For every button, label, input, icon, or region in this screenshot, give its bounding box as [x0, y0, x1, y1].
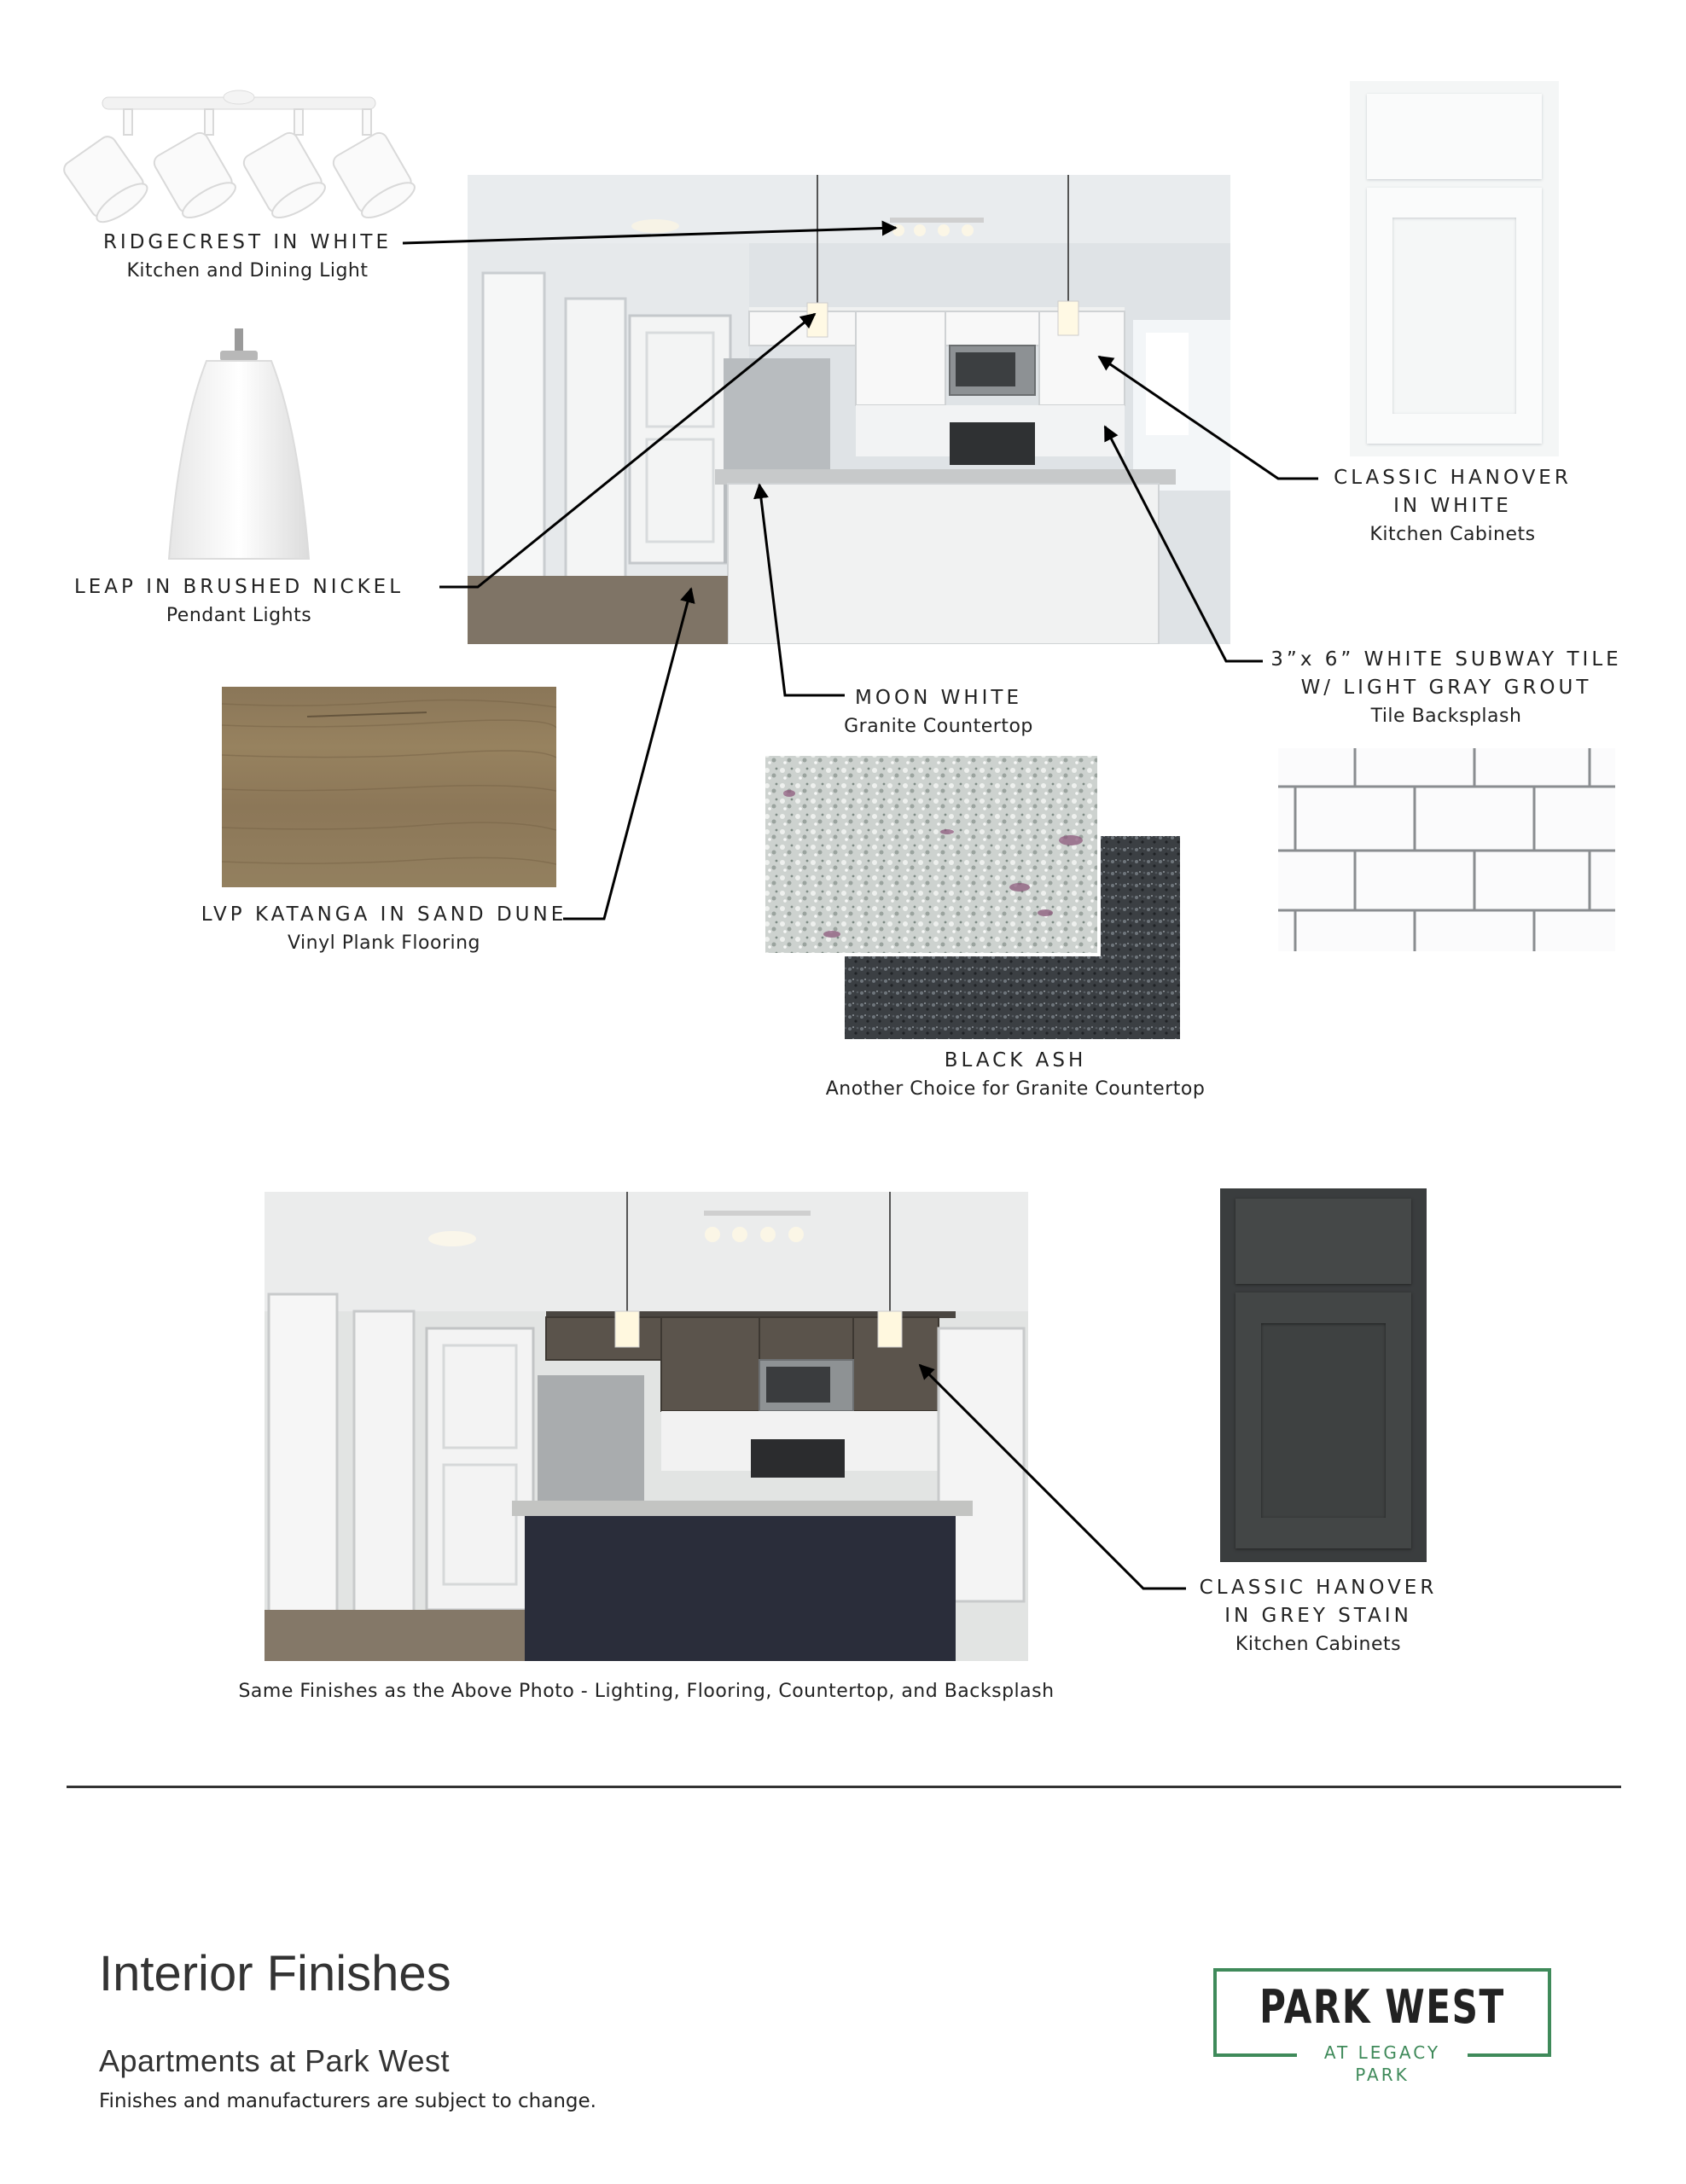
black-ash-title: BLACK ASH — [944, 1049, 1087, 1072]
grey-cabinet-subtitle: Kitchen Cabinets — [1235, 1634, 1402, 1655]
lvp-flooring-title: LVP KATANGA IN SAND DUNE — [201, 903, 567, 926]
backsplash-subtitle: Tile Backsplash — [1370, 706, 1522, 727]
logo-name: PARK WEST — [1259, 1980, 1505, 2034]
page-title: Interior Finishes — [99, 1946, 451, 2001]
grey-cabinet-title-line2: IN GREY STAIN — [1224, 1605, 1412, 1627]
grey-cabinet-title-line1: CLASSIC HANOVER — [1199, 1577, 1438, 1599]
backsplash-title-line1: 3”x 6” WHITE SUBWAY TILE — [1270, 648, 1622, 671]
bottom-photo-caption-text: Same Finishes as the Above Photo - Lighting, Flooring, Countertop, and Backsplash — [238, 1681, 1055, 1702]
footer-divider — [67, 1786, 1621, 1788]
disclaimer-note: Finishes and manufacturers are subject to change. — [99, 2090, 596, 2112]
white-cabinet-subtitle: Kitchen Cabinets — [1369, 524, 1536, 545]
black-ash-subtitle: Another Choice for Granite Countertop — [825, 1078, 1206, 1100]
logo-tagline: AT LEGACY PARK — [1297, 2042, 1468, 2086]
leap-pendant-subtitle: Pendant Lights — [166, 605, 312, 626]
moon-white-subtitle: Granite Countertop — [844, 716, 1033, 737]
backsplash-title-line2: W/ LIGHT GRAY GROUT — [1300, 677, 1592, 699]
leap-pendant-title: LEAP IN BRUSHED NICKEL — [73, 576, 404, 598]
white-cabinet-title-line2: IN WHITE — [1393, 495, 1512, 517]
white-cabinet-title-line1: CLASSIC HANOVER — [1334, 467, 1572, 489]
ridgecrest-title: RIDGECREST IN WHITE — [102, 231, 392, 253]
park-west-logo — [1213, 1968, 1551, 2085]
moon-white-title: MOON WHITE — [855, 687, 1022, 709]
page-subtitle: Apartments at Park West — [99, 2043, 450, 2078]
ridgecrest-subtitle: Kitchen and Dining Light — [126, 260, 369, 282]
lvp-flooring-subtitle: Vinyl Plank Flooring — [287, 932, 481, 954]
